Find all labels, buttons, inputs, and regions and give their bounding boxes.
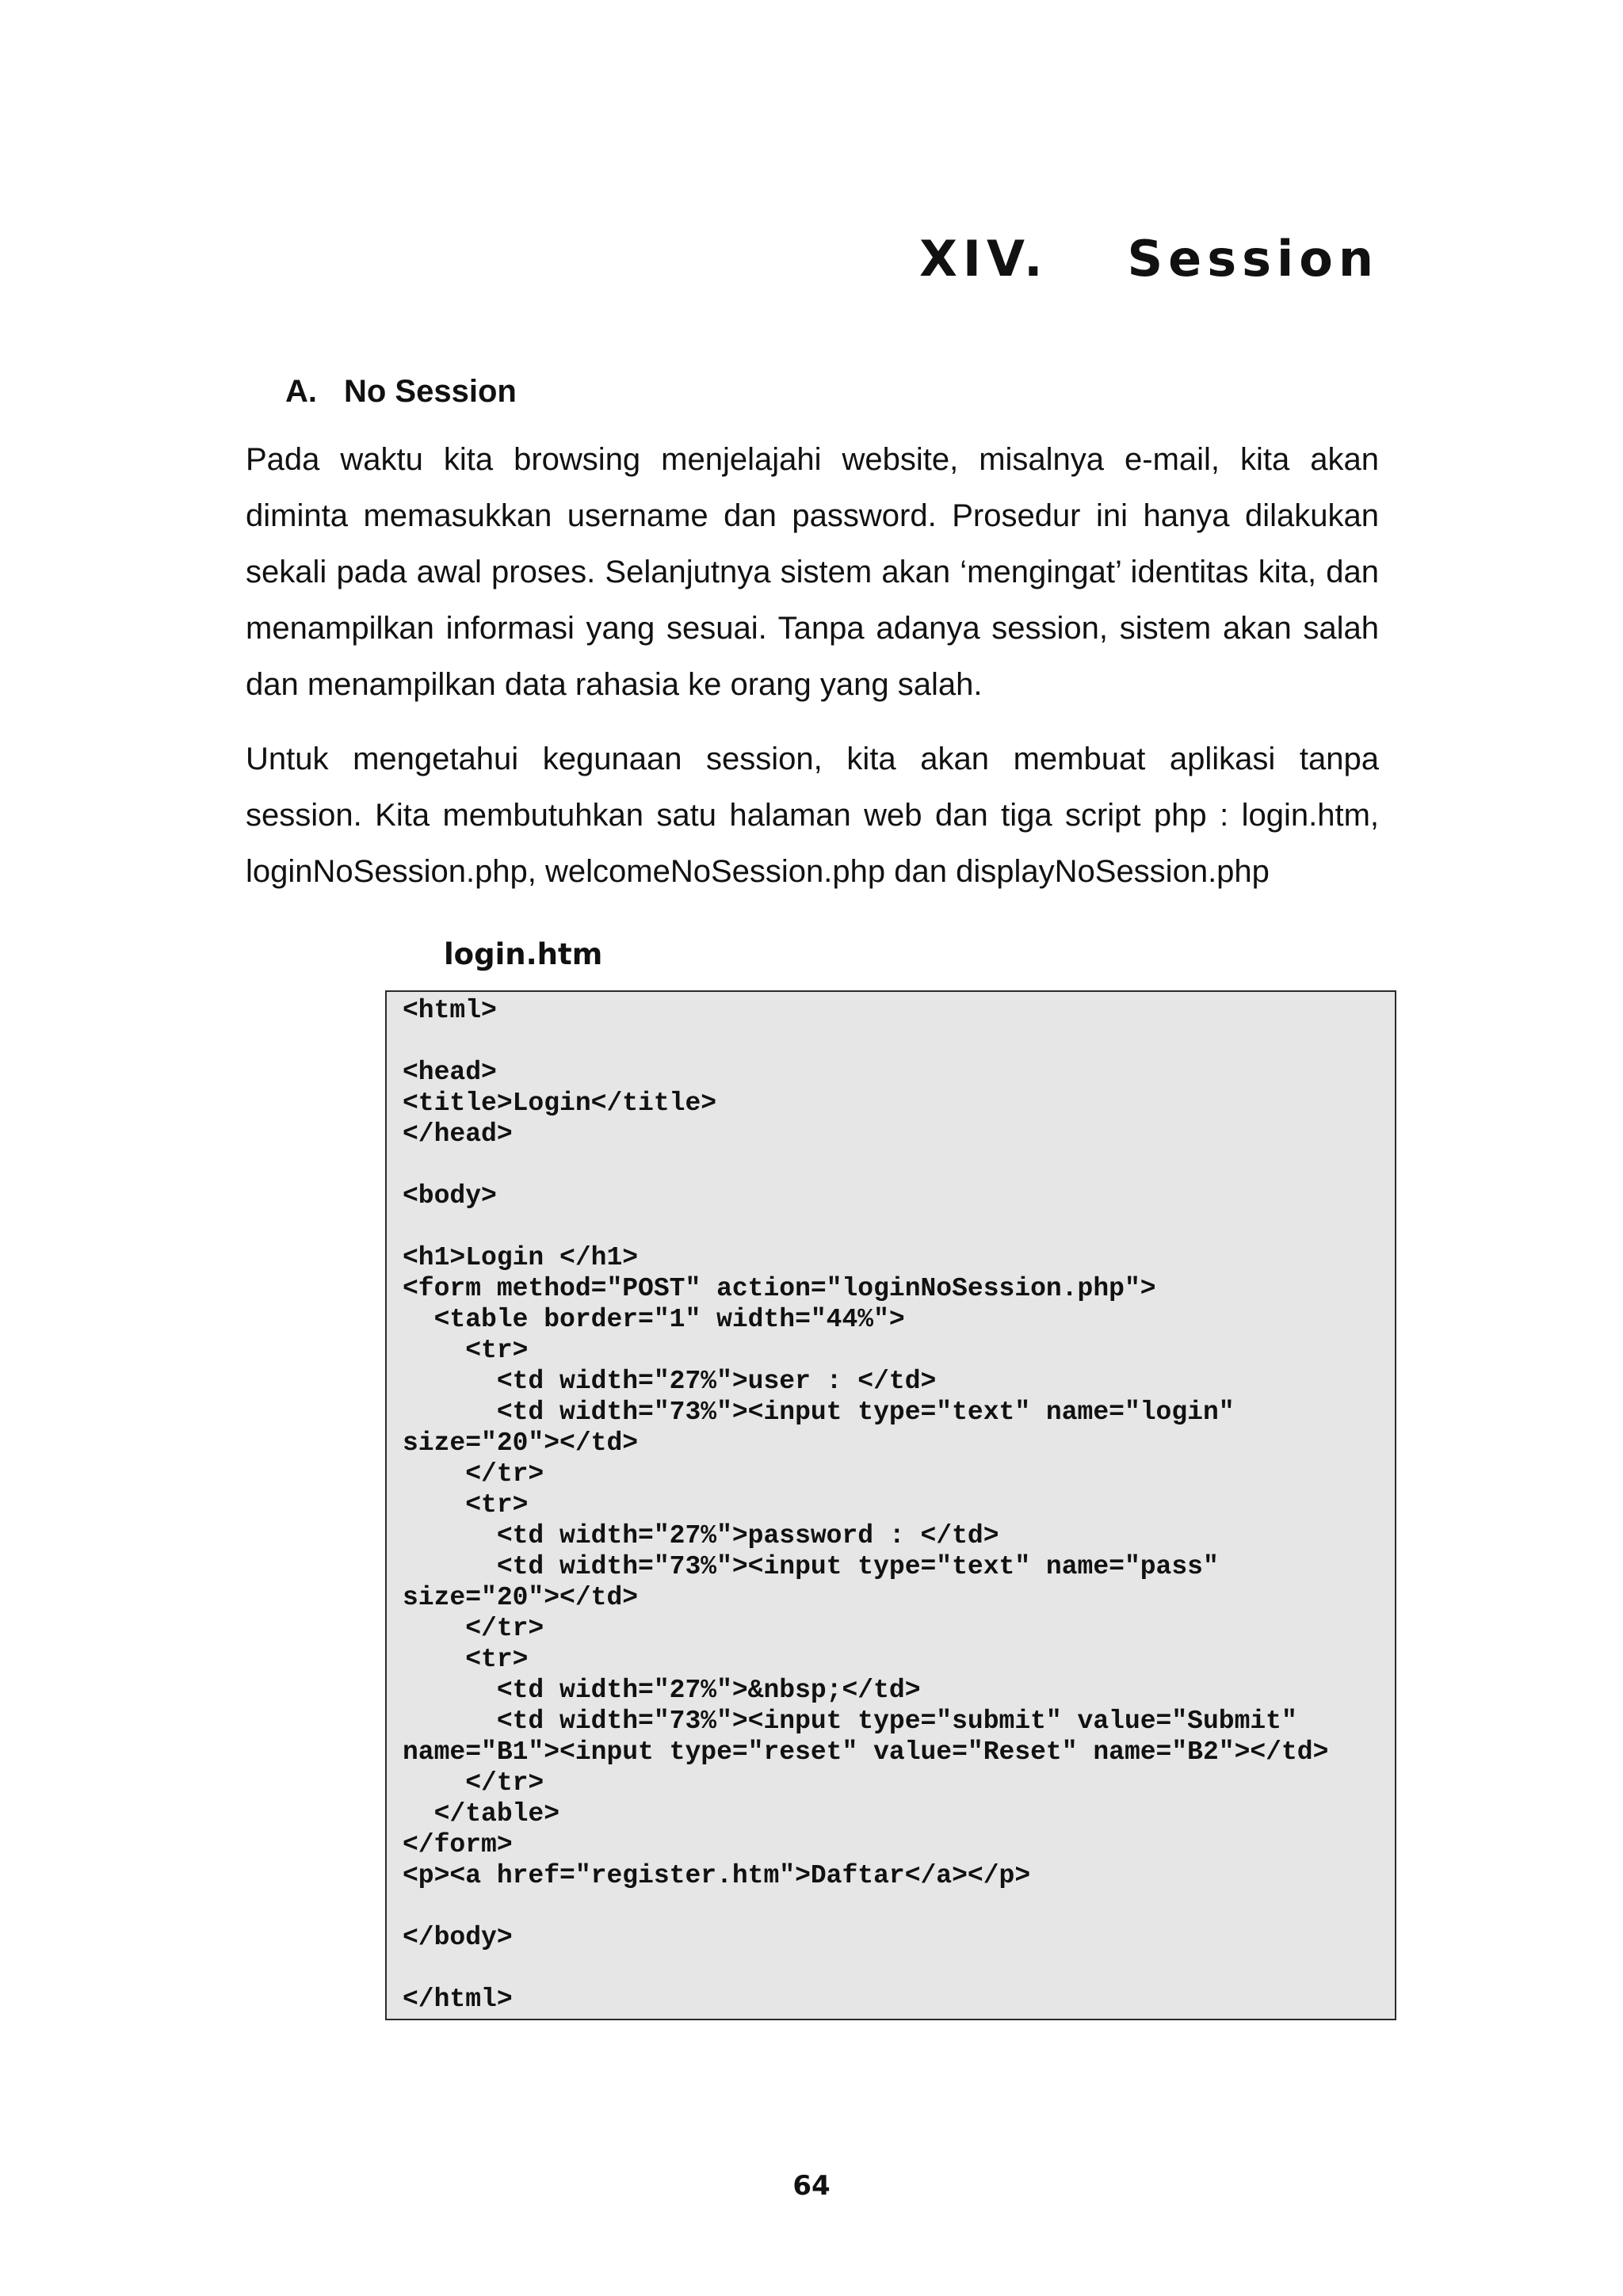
code-caption: login.htm [444,937,603,971]
page-number: 64 [792,2170,831,2202]
chapter-title [919,230,1379,288]
section-letter: A. [285,374,317,409]
code-listing: <html> <head> <title>Login</title> </head> <body> <h1>Login </h1> <form method="POST" action="loginNoSession.php"> <table border="1" width="44%"> <tr> <td width="27%">user : </td> <td width="73%"><input type="text" name="login" size="20"></td> </tr> <tr> <td width="27%">password : </td> <td width="73%"><input type="text" name="pass" size="20"></td> </tr> <tr> <td width="27%">&nbsp;</td> <td width="73%"><input type="submit" value="Submit" name="B1"><input type="reset" value="Reset" name="B2"></td> </tr> </table> </form> <p><a href="register.htm">Daftar</a></p> </body> </html> [403,996,1329,2014]
section-heading [285,376,517,407]
code-listing-box [385,990,1396,2020]
section-title: No Session [344,374,517,409]
body-paragraph-2: Untuk mengetahui kegunaan session, kita akan membuat aplikasi tanpa session. Kita membutuhkan satu halaman web dan tiga script php : login.htm, loginNoSession.php, welcomeNoSession.php dan displayNoSession.php [246,742,1379,889]
body-paragraph-1: Pada waktu kita browsing menjelajahi website, misalnya e-mail, kita akan diminta memasukkan username dan password. Prosedur ini hanya dilakukan sekali pada awal proses. Selanjutnya sistem akan ‘mengingat’ identitas kita, dan menampilkan informasi yang sesuai. Tanpa adanya session, sistem akan salah dan menampilkan data rahasia ke orang yang salah. [246,442,1379,702]
chapter-title-text: Session [1127,230,1379,288]
chapter-number: XIV. [919,230,1048,288]
